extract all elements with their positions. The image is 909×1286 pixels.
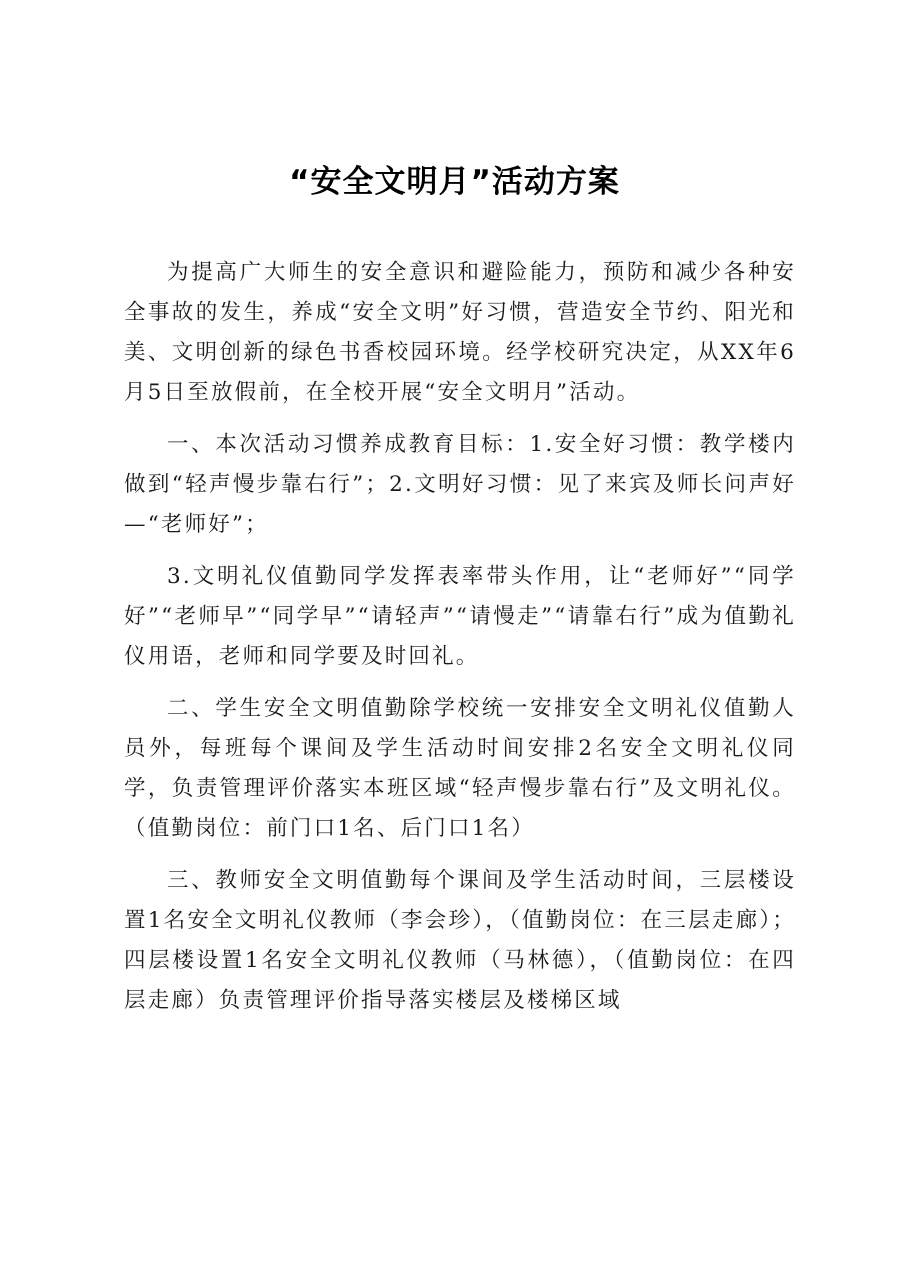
document-body [124, 253, 796, 1033]
document-title: “安全文明月”活动方案 [289, 164, 620, 200]
section-two-paragraph: 二、学生安全文明值勤除学校统一安排安全文明礼仪值勤人员外，每班每个课间及学生活动时间安排2名安全文明礼仪同学，负责管理评价落实本班区域“轻声慢步靠右行”及文明礼仪。（值勤岗位：前门口1名、后门口1名） [124, 696, 796, 841]
section-three-paragraph: 三、教师安全文明值勤每个课间及学生活动时间，三层楼设置1名安全文明礼仪教师（李会珍），（值勤岗位：在三层走廊）；四层楼设置1名安全文明礼仪教师（马林德），（值勤岗位：在四层走廊）负责管理评价指导落实楼层及楼梯区域 [124, 868, 796, 1013]
section-one-item-three-paragraph: 3.文明礼仪值勤同学发挥表率带头作用，让“老师好”“同学好”“老师早”“同学早”“请轻声”“请慢走”“请靠右行”成为值勤礼仪用语，老师和同学要及时回礼。 [124, 564, 796, 669]
section-one-paragraph: 一、本次活动习惯养成教育目标：1.安全好习惯：教学楼内做到“轻声慢步靠右行”；2.文明好习惯：见了来宾及师长问声好—“老师好”； [124, 432, 796, 537]
intro-paragraph: 为提高广大师生的安全意识和避险能力，预防和减少各种安全事故的发生，养成“安全文明”好习惯，营造安全节约、阳光和美、文明创新的绿色书香校园环境。经学校研究决定，从XX年6月5日至放假前，在全校开展“安全文明月”活动。 [124, 260, 796, 405]
